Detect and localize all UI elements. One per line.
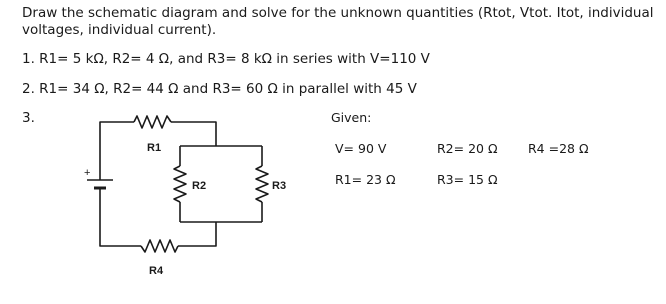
wire-top-right — [171, 122, 216, 146]
given-heading: Given: — [331, 110, 372, 125]
resistor-r1 — [134, 116, 171, 128]
battery-symbol — [87, 172, 113, 190]
wire-bottom-right — [178, 222, 216, 246]
given-r4: R4 =28 Ω — [528, 141, 589, 156]
battery-plus-sign: + — [84, 167, 91, 179]
instructions-text: Draw the schematic diagram and solve for the unknown quantities (Rtot, Vtot. Itot, individual voltages, individual current). — [22, 5, 654, 38]
given-r1: R1= 23 Ω — [335, 172, 396, 187]
resistor-r4 — [141, 240, 178, 252]
problem-item-2: 2. R1= 34 Ω, R2= 44 Ω and R3= 60 Ω in parallel with 45 V — [22, 81, 417, 97]
resistor-r3 — [256, 166, 268, 202]
problem-item-1: 1. R1= 5 kΩ, R2= 4 Ω, and R3= 8 kΩ in series with V=110 V — [22, 51, 430, 67]
wire-bottom-left — [100, 190, 141, 246]
problem-item-3-number: 3. — [22, 110, 35, 126]
label-r3: R3 — [272, 180, 287, 192]
given-r3: R3= 15 Ω — [437, 172, 498, 187]
wire-top-left — [100, 122, 134, 172]
resistor-r2 — [174, 166, 186, 202]
label-r2: R2 — [192, 180, 207, 192]
given-r2: R2= 20 Ω — [437, 141, 498, 156]
label-r1: R1 — [147, 142, 162, 154]
label-r4: R4 — [149, 265, 164, 277]
given-voltage: V= 90 V — [335, 141, 387, 156]
